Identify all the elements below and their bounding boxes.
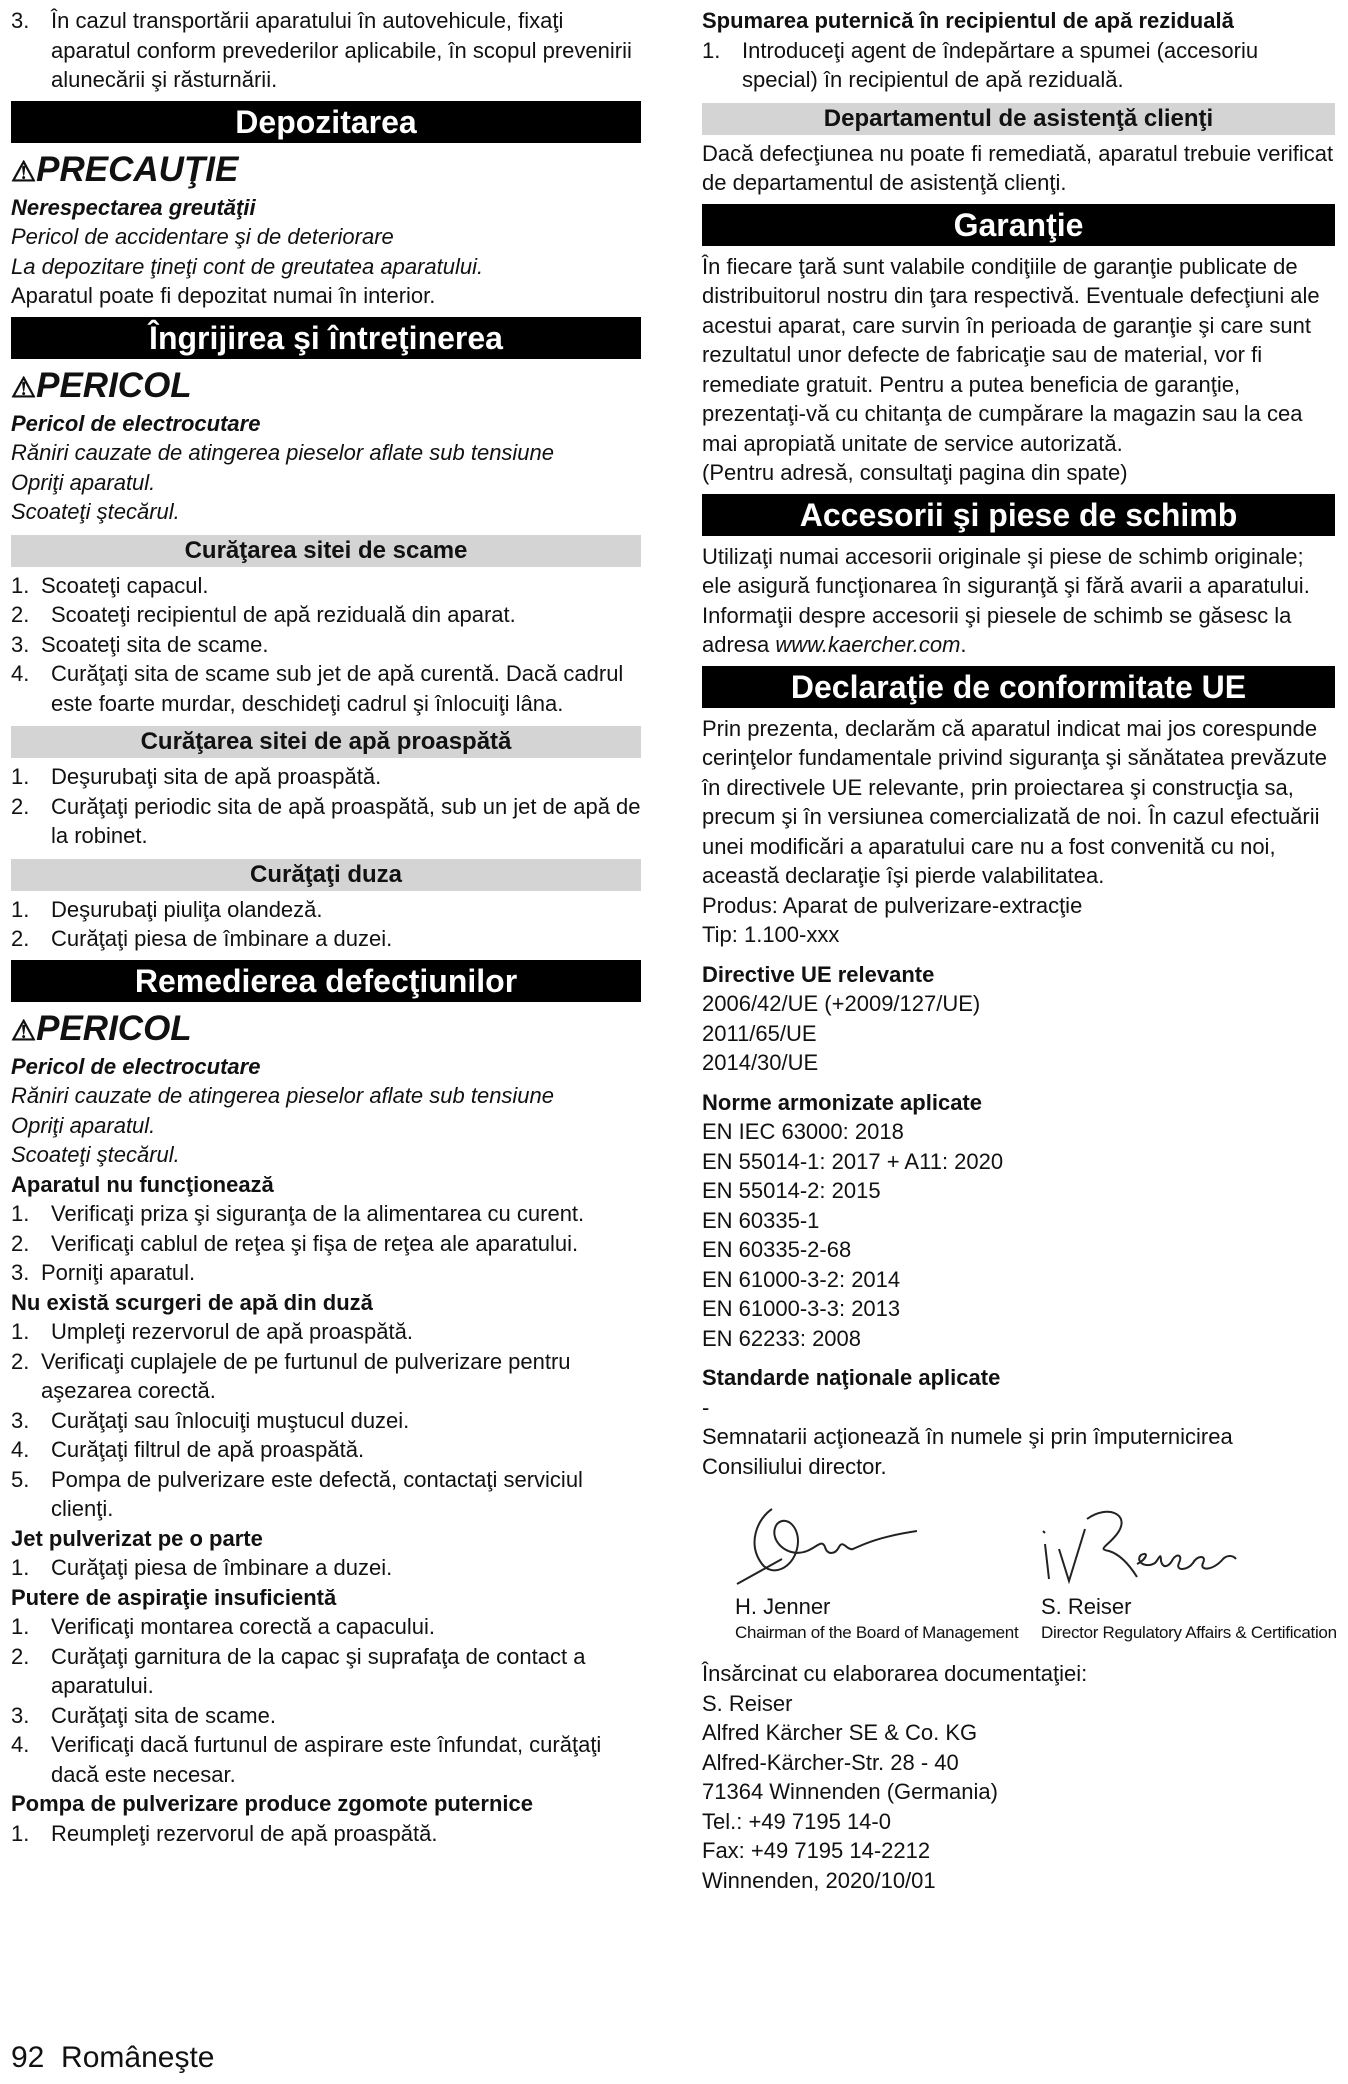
subsection-heading-nozzle: Curăţaţi duza: [11, 859, 641, 891]
norm-item: EN 55014-1: 2017 + A11: 2020: [702, 1148, 1004, 1174]
signer-name: S. Reiser: [1041, 1594, 1132, 1619]
problem-heading: Jet pulverizat pe o parte: [11, 1525, 263, 1551]
contact-line: Winnenden, 2020/10/01: [702, 1867, 936, 1893]
warning-text: Răniri cauzate de atingerea pieselor aflate sub tensiune: [11, 1083, 555, 1108]
contact-line: Tel.: +49 7195 14-0: [702, 1808, 891, 1834]
problem-heading: Spumarea puternică în recipientul de apă reziduală: [702, 8, 1234, 33]
list-item: 2. Scoateţi recipientul de apă reziduală din aparat.: [11, 602, 516, 627]
paragraph: Informaţii despre accesorii şi piesele de schimb se găsesc la adresa www.kaercher.com.: [702, 602, 1292, 657]
warning-subtitle: Nerespectarea greutăţii: [11, 194, 256, 220]
directive-item: 2006/42/UE (+2009/127/UE): [702, 991, 981, 1016]
problem-heading: Pompa de pulverizare produce zgomote puternice: [11, 1791, 533, 1816]
warning-text: La depozitare ţineţi cont de greutatea aparatului.: [11, 253, 484, 279]
type-line: Tip: 1.100-xxx: [702, 922, 840, 947]
section-heading-troubleshooting: Remedierea defecţiunilor: [11, 960, 641, 1002]
website-link: www.kaercher.com: [775, 632, 961, 657]
norm-item: EN 61000-3-3: 2013: [702, 1296, 901, 1321]
section-heading-care: Îngrijirea şi întreţinerea: [11, 317, 641, 359]
list-item: 3. Porniţi aparatul.: [11, 1260, 196, 1285]
warning-triangle-icon: ⚠: [11, 1014, 37, 1046]
list-item: 2. Curăţaţi periodic sita de apă proaspătă, sub un jet de apă de la robinet.: [11, 793, 641, 848]
language-label: Româneşte: [61, 2041, 215, 2074]
paragraph: Utilizaţi numai accesorii originale şi piese de schimb originale; ele asigură funcţionarea în siguranţă şi fără avarii a aparatului.: [702, 543, 1310, 598]
danger-label: ⚠PERICOL: [11, 365, 192, 405]
warning-triangle-icon: ⚠: [11, 155, 37, 187]
page-footer: [11, 2040, 214, 2076]
list-item: 1. Deşurubaţi sita de apă proaspătă.: [11, 764, 382, 789]
norm-item: EN IEC 63000: 2018: [702, 1119, 904, 1144]
list-item: 3. În cazul transportării aparatului în autovehicule, fixaţi aparatul conform prevederilor aplicabile, în scopul prevenirii alunecării şi răsturnării.: [11, 8, 632, 92]
list-item: 1. Scoateţi capacul.: [11, 572, 209, 598]
contact-line: S. Reiser: [702, 1690, 793, 1716]
paragraph: Semnatarii acţionează în numele şi prin împuternicirea Consiliului director.: [702, 1424, 1233, 1479]
list-item: 2. Curăţaţi piesa de îmbinare a duzei.: [11, 926, 393, 951]
warning-text: Scoateţi ştecărul.: [11, 499, 180, 524]
directive-item: 2011/65/UE: [702, 1020, 817, 1046]
norm-item: EN 62233: 2008: [702, 1325, 862, 1351]
signer-title: Director Regulatory Affairs & Certification: [1041, 1623, 1337, 1642]
list-item: 1. Reumpleţi rezervorul de apă proaspătă.: [11, 1820, 438, 1846]
handwritten-signature-icon: [1037, 1489, 1237, 1599]
list-item: 2. Verificaţi cablul de reţea şi fişa de reţea ale aparatului.: [11, 1230, 579, 1256]
subsection-heading-fresh-water: Curăţarea sitei de apă proaspătă: [11, 726, 641, 758]
handwritten-signature-icon: [717, 1489, 917, 1599]
signer-title: Chairman of the Board of Management: [735, 1623, 1019, 1642]
section-heading-accessories: Accesorii şi piese de schimb: [702, 494, 1335, 536]
paragraph: Aparatul poate fi depozitat numai în interior.: [11, 283, 436, 308]
subsection-heading-customer-service: Departamentul de asistenţă clienţi: [702, 103, 1335, 135]
warning-text: Răniri cauzate de atingerea pieselor aflate sub tensiune: [11, 440, 555, 465]
norms-heading: Norme armonizate aplicate: [702, 1089, 982, 1115]
warning-text: Opriţi aparatul.: [11, 469, 156, 495]
list-item: 2. Verificaţi cuplajele de pe furtunul de pulverizare pentru aşezarea corectă.: [11, 1348, 571, 1403]
caution-label: ⚠PRECAUŢIE: [11, 149, 239, 189]
problem-heading: Aparatul nu funcţionează: [11, 1171, 274, 1197]
directive-item: 2014/30/UE: [702, 1050, 819, 1075]
contact-line: Fax: +49 7195 14-2212: [702, 1838, 931, 1863]
section-heading-storage: Depozitarea: [11, 101, 641, 143]
list-item: 4. Curăţaţi sita de scame sub jet de apă curentă. Dacă cadrul este foarte murdar, deschideţi cadrul şi înlocuiţi lâna.: [11, 661, 624, 716]
list-item: 3. Curăţaţi sau înlocuiţi muştucul duzei.: [11, 1407, 410, 1433]
signature-reiser: [1037, 1489, 1337, 1654]
left-column: [11, 6, 641, 1848]
section-heading-declaration: Declaraţie de conformitate UE: [702, 666, 1335, 708]
paragraph: Dacă defecţiunea nu poate fi remediată, aparatul trebuie verificat de departamentul de asistenţă clienţi.: [702, 140, 1334, 195]
list-item: 4. Curăţaţi filtrul de apă proaspătă.: [11, 1437, 365, 1462]
problem-heading: Nu există scurgeri de apă din duză: [11, 1289, 373, 1315]
danger-label: ⚠PERICOL: [11, 1008, 192, 1048]
norm-item: EN 60335-1: [702, 1207, 820, 1233]
signature-jenner: [717, 1489, 1017, 1654]
list-item: 4. Verificaţi dacă furtunul de aspirare este înfundat, curăţaţi dacă este necesar.: [11, 1732, 602, 1787]
signer-name: H. Jenner: [735, 1594, 831, 1619]
list-item: 5. Pompa de pulverizare este defectă, contactaţi serviciul clienţi.: [11, 1466, 583, 1521]
warning-triangle-icon: ⚠: [11, 371, 37, 403]
norm-item: EN 60335-2-68: [702, 1237, 852, 1262]
list-item: 1. Verificaţi montarea corectă a capacului.: [11, 1614, 435, 1639]
list-item: 1. Curăţaţi piesa de îmbinare a duzei.: [11, 1555, 393, 1580]
list-item: 1. Introduceţi agent de îndepărtare a spumei (accesoriu special) în recipientul de apă reziduală.: [702, 37, 1259, 92]
product-line: Produs: Aparat de pulverizare-extracţie: [702, 892, 1083, 918]
national-standards-value: -: [702, 1394, 710, 1420]
list-item: 1. Verificaţi priza şi siguranţa de la alimentarea cu curent.: [11, 1201, 585, 1226]
list-item: 1. Deşurubaţi piuliţa olandeză.: [11, 896, 323, 922]
warning-text: Opriţi aparatul.: [11, 1112, 156, 1138]
page-number: 92: [11, 2041, 45, 2074]
national-standards-heading: Standarde naţionale aplicate: [702, 1365, 1001, 1390]
subsection-heading-lint: Curăţarea sitei de scame: [11, 535, 641, 567]
problem-heading: Putere de aspiraţie insuficientă: [11, 1584, 337, 1610]
section-heading-warranty: Garanţie: [702, 204, 1335, 246]
warning-subtitle: Pericol de electrocutare: [11, 410, 261, 436]
contact-line: 71364 Winnenden (Germania): [702, 1779, 998, 1804]
norm-item: EN 61000-3-2: 2014: [702, 1266, 901, 1292]
contact-line: Alfred-Kärcher-Str. 28 - 40: [702, 1749, 959, 1775]
paragraph: Prin prezenta, declarăm că aparatul indicat mai jos corespunde cerinţelor fundamentale privind siguranţa şi sănătatea prevăzute în directivele UE relevante, prin proiectarea şi construcţia sa, precum şi în versiunea comercializată de noi. În cazul efectuării unei modificări a aparatului care nu a fost convenită cu noi, această declaraţie îşi pierde valabilitatea.: [702, 715, 1327, 888]
contact-label: Însărcinat cu elaborarea documentaţiei:: [702, 1661, 1088, 1686]
directives-heading: Directive UE relevante: [702, 961, 935, 987]
list-item: 1. Umpleţi rezervorul de apă proaspătă.: [11, 1319, 413, 1344]
right-column: [702, 6, 1335, 1895]
list-item: 3. Scoateţi sita de scame.: [11, 631, 269, 657]
warning-text: Scoateţi ştecărul.: [11, 1142, 180, 1167]
warning-subtitle: Pericol de electrocutare: [11, 1053, 261, 1079]
contact-line: Alfred Kärcher SE & Co. KG: [702, 1720, 978, 1745]
warning-text: Pericol de accidentare şi de deteriorare: [11, 224, 394, 249]
list-item: 2. Curăţaţi garnitura de la capac şi suprafaţa de contact a aparatului.: [11, 1643, 586, 1698]
signature-block: [702, 1489, 1335, 1659]
paragraph: În fiecare ţară sunt valabile condiţiile de garanţie publicate de distribuitorul nostru din ţara respectivă. Eventuale defecţiuni ale acestui aparat, care survin în perioada de garanţie şi care sunt rezultatul unor defecte de fabricaţie sau de material, vor fi remediate gratuit. Pentru a putea beneficia de garanţie, prezentaţi-vă cu chitanţa de cumpărare la magazin sau la cea mai apropiată unitate de service autorizată.: [702, 253, 1320, 456]
norm-item: EN 55014-2: 2015: [702, 1178, 881, 1203]
list-item: 3. Curăţaţi sita de scame.: [11, 1702, 276, 1728]
paragraph: (Pentru adresă, consultaţi pagina din spate): [702, 460, 1128, 485]
